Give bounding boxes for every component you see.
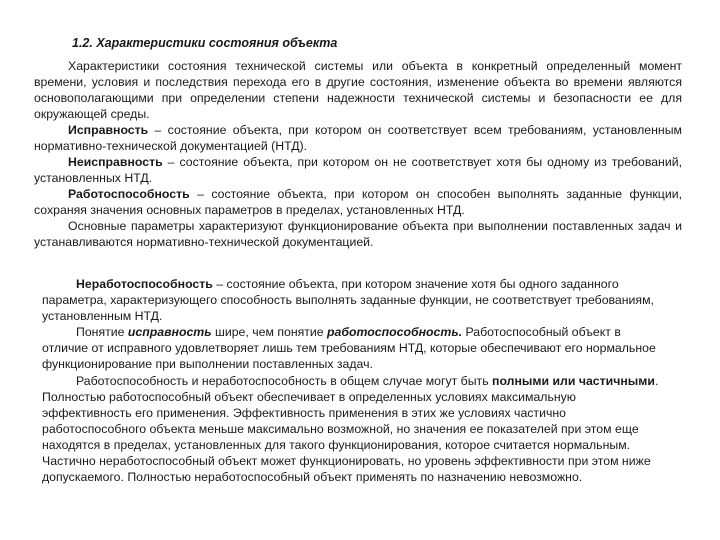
faulty-definition [34, 154, 682, 186]
faulty-text: – состояние объекта, при котором он не соответствует хотя бы одному из требований, установленных НТД. [34, 155, 682, 185]
full-partial-term: полными или частичными [492, 373, 655, 388]
concept-term-operable: работоспособность. [327, 325, 463, 340]
operable-text: – состояние объекта, при котором он способен выполнять заданные функции, сохраняя значения основных параметров в пределах, установленных НТД. [34, 187, 682, 217]
full-partial-post: . Полностью работоспособный объект обеспечивает в определенных условиях максимальную эффективность его применения. Эффективность применения в этих же условиях частично работоспособного объекта меньше максимально возможной, но значения ее показателей при этом еще находятся в пределах, установленных для такого функционирования, которое считается нормальным. Частично неработоспособный объект может функционировать, но уровень эффективности при этом ниже допускаемого. Полностью неработоспособный объект применять по назначению невозможно. [42, 373, 659, 485]
concept-term-serviceable: исправность [127, 325, 212, 340]
concept-pre: Понятие [76, 325, 128, 340]
definitions-block [34, 58, 682, 250]
full-partial-pre: Работоспособность и неработоспособность в общем случае могут быть [76, 373, 493, 388]
concept-post: Работоспособный объект в отличие от исправного удовлетворяет лишь тем требованиям НТД, которые обеспечивают его нормальное функционирование при выполнении поставленных задач. [42, 325, 656, 372]
operable-term: Работоспособность [68, 187, 190, 201]
inoperable-text: – состояние объекта, при котором значение хотя бы одного заданного параметра, характеризующего способность выполнять заданные функции, не соответствует требованиям, установленным НТД. [42, 277, 654, 324]
serviceable-term: Исправность [68, 123, 149, 137]
inoperable-definition [42, 276, 662, 324]
full-partial-paragraph [42, 373, 662, 486]
section-title: 1.2. Характеристики состояния объекта [72, 36, 338, 50]
intro-paragraph: Характеристики состояния технической системы или объекта в конкретный определенный момент времени, условия и последствия перехода его в другие состояния, изменение объекта во времени являются основополагающими при определении степени надежности технической системы и безопасности ее для окружающей среды. [34, 59, 682, 121]
main-parameters-paragraph: Основные параметры характеризуют функционирование объекта при выполнении поставленных задач и устанавливаются нормативно-технической документацией. [34, 219, 682, 249]
operability-block [42, 276, 662, 485]
inoperable-term: Неработоспособность [76, 277, 213, 291]
concept-mid: шире, чем понятие [211, 325, 328, 340]
serviceable-definition [34, 122, 682, 154]
operable-definition [34, 186, 682, 218]
serviceable-text: – состояние объекта, при котором он соответствует всем требованиям, установленным нормативно-технической документацией (НТД). [34, 123, 682, 153]
concept-comparison-paragraph [42, 324, 662, 372]
faulty-term: Неисправность [68, 155, 163, 169]
